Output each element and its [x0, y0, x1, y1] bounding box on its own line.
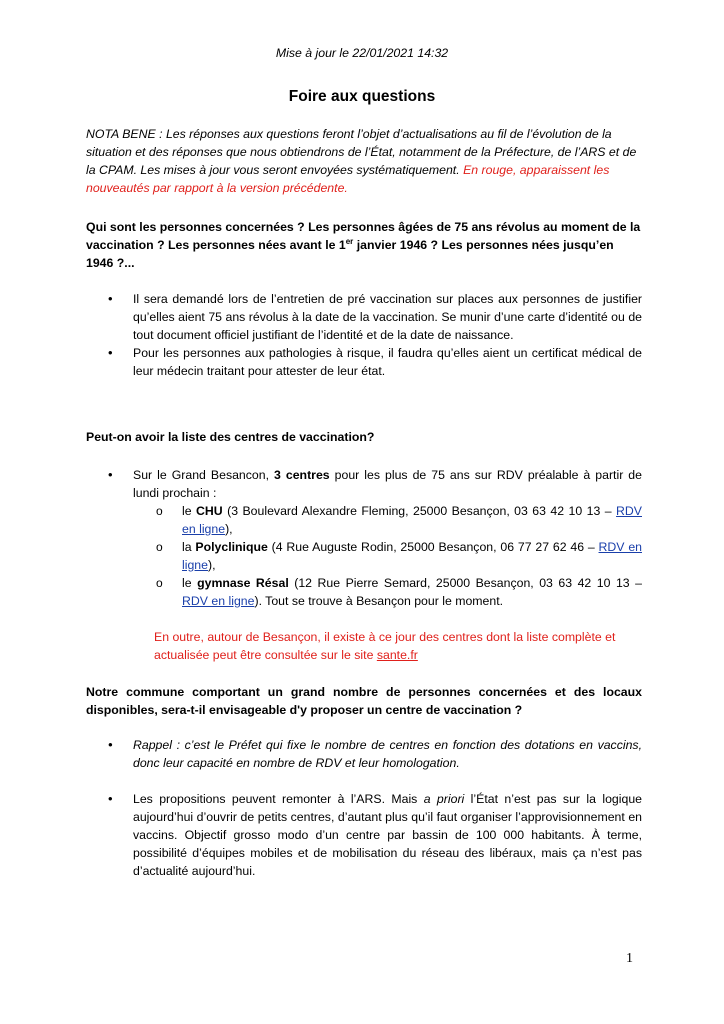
centre-item-polyclinique [156, 538, 642, 574]
nota-bene-text: NOTA BENE : Les réponses aux questions feront l’objet d’actualisations au fil de l’évolution de la situation et des réponses que nous obtiendrons de l’État, notamment de la Préfecture, de l’ARS et de la CPAM. Les mises à jour vous seront envoyées systématiquement. [86, 127, 637, 177]
question-1-part-a: Qui sont les personnes concernées ? Les personnes âgées de 75 ans révolus au moment de la vaccination ? Les personnes nées avant le 1 [86, 220, 641, 252]
list-item [108, 790, 642, 880]
centre-name: CHU [196, 504, 223, 518]
answer-3-part-b: l’État n’est pas sur la logique aujourd’hui d’ouvrir de petits centres, d’autant plus qu’il faut organiser l’approvisionnement en vaccins. Objectif grosso modo d’un centre par bassin de 100 000 habitants. À terme, possibilité d’équipes mobiles et de mobilisation du réseau des libéraux, mais ça n’est pas d’actualité aujourd’hui. [133, 792, 643, 878]
centre-name: Polyclinique [195, 540, 268, 554]
update-timestamp: Mise à jour le 22/01/2021 14:32 [275, 46, 449, 60]
centres-intro-b: pour les plus de 75 ans sur RDV préalable à partir de lundi prochain : [133, 468, 642, 500]
answer-3-part-a: Les propositions peuvent remonter à l’ARS. Mais [133, 792, 424, 806]
nota-bene-paragraph [86, 125, 642, 197]
red-note-text: En outre, autour de Besançon, il existe à ce jour des centres dont la liste complète et actualisée peut être consultée sur le site [154, 630, 616, 662]
centres-intro-a: Sur le Grand Besancon, [133, 468, 275, 482]
list-item [108, 466, 642, 610]
centre-name: gymnase Résal [197, 576, 289, 590]
centre-suffix: ), [225, 522, 233, 536]
question-1-superscript: er [345, 236, 354, 246]
rdv-link-polyclinique[interactable]: RDV en ligne [182, 540, 642, 572]
answer-1-list [108, 290, 642, 380]
centre-prefix: la [182, 540, 196, 554]
answer-3-italic: a priori [423, 792, 465, 806]
answer-2-list [108, 466, 642, 610]
centres-count: 3 centres [274, 468, 330, 482]
centre-details: (3 Boulevard Alexandre Fleming, 25000 Besançon, 03 63 42 10 13 – [222, 504, 617, 518]
rdv-link-chu[interactable]: RDV en ligne [182, 504, 642, 536]
question-1-part-b: janvier 1946 ? Les personnes nées jusqu’en 1946 ?... [86, 238, 614, 270]
list-item: • Rappel : c’est le Préfet qui fixe le nombre de centres en fonction des dotations en vaccins, donc leur capacité en nombre de RDV et leur homologation. [108, 736, 642, 772]
list-item: • Il sera demandé lors de l’entretien de pré vaccination sur places aux personnes de justifier qu’elles aient 75 ans révolus à la date de la vaccination. Se munir d’une carte d’identité ou de tout document officiel justifiant de l’identité et de la date de naissance. [108, 290, 642, 344]
question-2: Peut-on avoir la liste des centres de vaccination? [86, 430, 375, 444]
red-update-note [154, 628, 642, 664]
centre-prefix: le [182, 576, 198, 590]
centre-suffix: ), [207, 558, 216, 572]
question-1 [86, 218, 642, 272]
page-number: 1 [626, 951, 633, 966]
rdv-link-gymnase[interactable]: RDV en ligne [182, 594, 255, 608]
list-item: • Pour les personnes aux pathologies à risque, il faudra qu’elles aient un certificat médical de leur médecin traitant pour attester de leur état. [108, 344, 642, 380]
nota-bene-red-text: En rouge, apparaissent les nouveautés par rapport à la version précédente. [86, 163, 610, 195]
question-3: Notre commune comportant un grand nombre de personnes concernées et des locaux disponibles, sera-t-il envisageable d'y proposer un centre de vaccination ? [86, 685, 642, 717]
answer-3-list [108, 790, 642, 880]
sante-fr-link[interactable]: sante.fr [376, 648, 418, 662]
centre-suffix: ). Tout se trouve à Besançon pour le moment. [254, 594, 504, 608]
centre-item-chu [156, 502, 642, 538]
centre-item-gymnase [156, 574, 642, 610]
centre-details: (12 Rue Pierre Semard, 25000 Besançon, 03 63 42 10 13 – [288, 576, 642, 590]
page-title: Foire aux questions [288, 88, 436, 105]
centre-details: (4 Rue Auguste Rodin, 25000 Besançon, 06 77 27 62 46 – [267, 540, 599, 554]
centre-prefix: le [182, 504, 197, 518]
centres-list [133, 502, 642, 610]
answer-3-rappel-list [108, 736, 642, 772]
